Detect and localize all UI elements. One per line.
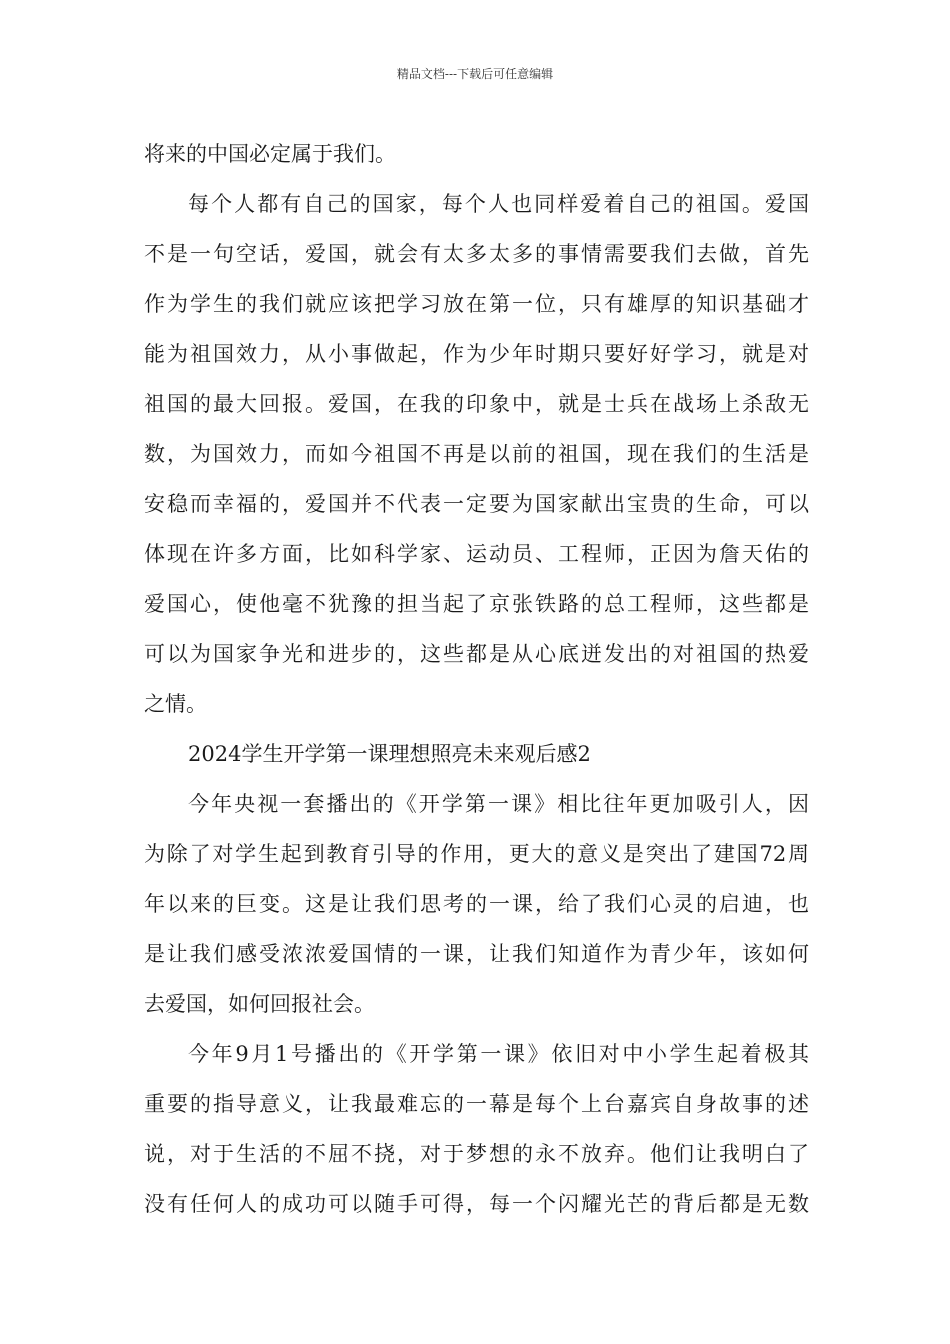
- text-line: 安稳而幸福的，爱国并不代表一定要为国家献出宝贵的生命，可以: [144, 492, 809, 516]
- text-line: 每个人都有自己的国家，每个人也同样爱着自己的祖国。爱国: [188, 192, 809, 216]
- text-line: 没有任何人的成功可以随手可得，每一个闪耀光芒的背后都是无数: [144, 1192, 809, 1216]
- text-line: 是让我们感受浓浓爱国情的一课，让我们知道作为青少年，该如何: [144, 942, 809, 966]
- text-line: 重要的指导意义，让我最难忘的一幕是每个上台嘉宾自身故事的述: [144, 1092, 809, 1116]
- text-line: 能为祖国效力，从小事做起，作为少年时期只要好好学习，就是对: [144, 342, 809, 366]
- paragraph-1: [144, 129, 809, 179]
- text-line: 祖国的最大回报。爱国，在我的印象中，就是士兵在战场上杀敌无: [144, 392, 809, 416]
- text-line: 体现在许多方面，比如科学家、运动员、工程师，正因为詹天佑的: [144, 542, 809, 566]
- text-line: 可以为国家争光和进步的，这些都是从心底迸发出的对祖国的热爱: [144, 642, 809, 666]
- text-line: 数，为国效力，而如今祖国不再是以前的祖国，现在我们的生活是: [144, 442, 809, 466]
- text-line: 今年央视一套播出的《开学第一课》相比往年更加吸引人，因: [188, 792, 809, 816]
- text-line: 说，对于生活的不屈不挠，对于梦想的永不放弃。他们让我明白了: [144, 1142, 809, 1166]
- text-line: 为除了对学生起到教育引导的作用，更大的意义是突出了建国72周: [144, 842, 809, 866]
- text-line: 去爱国，如何回报社会。: [144, 992, 375, 1016]
- document-body: [144, 129, 809, 1229]
- page-header: 精品文档---下载后可任意编辑: [396, 67, 554, 81]
- text-line: 不是一句空话，爱国，就会有太多太多的事情需要我们去做，首先: [144, 242, 809, 266]
- text-line: 今年9月1号播出的《开学第一课》依旧对中小学生起着极其: [188, 1042, 809, 1066]
- heading-line: 2024学生开学第一课理想照亮未来观后感2: [188, 742, 591, 766]
- section-heading: [144, 729, 809, 779]
- text-line: 作为学生的我们就应该把学习放在第一位，只有雄厚的知识基础才: [144, 292, 809, 316]
- text-line: 年以来的巨变。这是让我们思考的一课，给了我们心灵的启迪，也: [144, 892, 809, 916]
- text-line: 爱国心，使他毫不犹豫的担当起了京张铁路的总工程师，这些都是: [144, 592, 809, 616]
- text-line: 将来的中国必定属于我们。: [144, 142, 396, 166]
- paragraph-4: [144, 1029, 809, 1229]
- text-line: 之情。: [144, 692, 207, 716]
- paragraph-2: [144, 179, 809, 729]
- paragraph-3: [144, 779, 809, 1029]
